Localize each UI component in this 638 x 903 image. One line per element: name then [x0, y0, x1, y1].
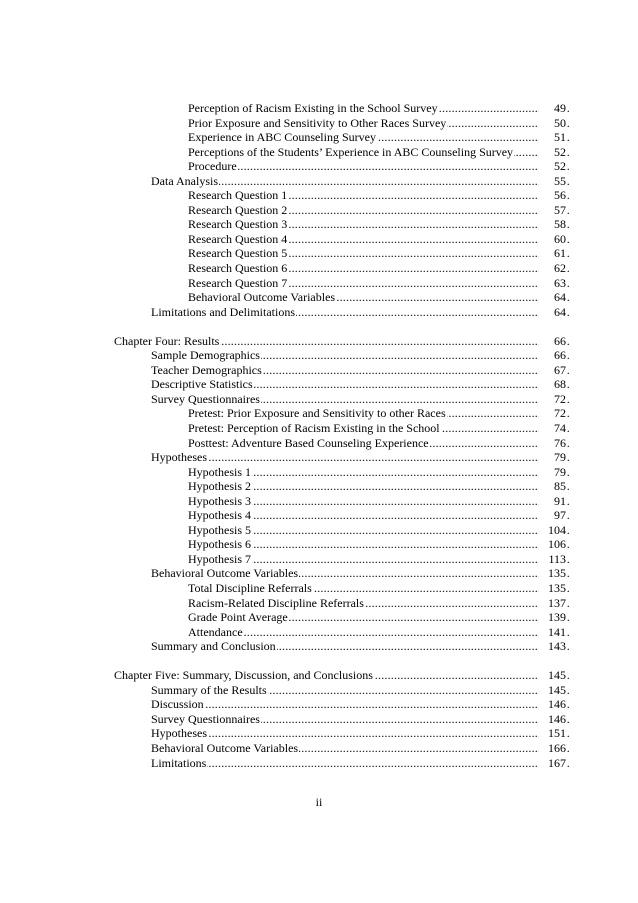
toc-entry	[0, 566, 638, 581]
toc-chapter-entry	[0, 668, 638, 683]
toc-entry-title: Hypothesis 4	[188, 508, 251, 523]
toc-entry-title: Pretest: Prior Exposure and Sensitivity to other Races	[188, 406, 446, 421]
toc-entry-title: Summary and Conclusion	[151, 639, 276, 654]
toc-entry-title: Hypotheses	[151, 450, 207, 465]
toc-entry-title: Chapter Four: Results	[114, 333, 220, 348]
toc-entry-title: Hypothesis 3	[188, 493, 251, 508]
toc-entry-title: Survey Questionnaires	[151, 711, 260, 726]
toc-entry-title: Research Question 3	[188, 217, 288, 232]
toc-entry	[0, 625, 638, 640]
toc-entry	[0, 145, 638, 160]
toc-entry	[0, 494, 638, 509]
toc-entry-title: Research Question 4	[188, 231, 288, 246]
toc-entry	[0, 217, 638, 232]
toc-entry-title: Experience in ABC Counseling Survey	[188, 130, 376, 145]
toc-entry-title: Limitations and Delimitations	[151, 304, 295, 319]
toc-entry-title: Descriptive Statistics	[151, 377, 253, 392]
toc-entry-title: Behavioral Outcome Variables	[188, 290, 336, 305]
toc-entry-title: Total Discipline Referrals	[188, 581, 312, 595]
toc-entry-page: 91	[539, 494, 566, 509]
toc-entry	[0, 726, 638, 741]
toc-entry	[0, 465, 638, 480]
toc-entry-title: Perception of Racism Existing in the School Survey	[188, 101, 438, 115]
dot-leader	[151, 726, 570, 741]
toc-entry-title: Research Question 2	[188, 202, 288, 217]
toc-entry-page: 104	[539, 523, 566, 538]
toc-entry-title: Chapter Five: Summary, Discussion, and Conclusions	[114, 668, 373, 683]
toc-entry	[0, 421, 638, 436]
toc-entry-title: Racism-Related Discipline Referrals	[188, 595, 364, 610]
toc-entry-page: 106	[539, 537, 566, 552]
toc-entry	[0, 697, 638, 712]
toc-entry-page: 62	[539, 261, 566, 276]
toc-entry-title: Behavioral Outcome Variables	[151, 566, 299, 581]
toc-entry-page: 79	[539, 450, 566, 465]
toc-entry-page: 51	[539, 130, 566, 145]
toc-entry	[0, 305, 638, 320]
toc-entry-title: Grade Point Average	[188, 610, 288, 625]
dot-leader	[151, 697, 570, 712]
toc-entry	[0, 363, 638, 378]
toc-entry	[0, 261, 638, 276]
toc-entry-title: Behavioral Outcome Variables	[151, 740, 299, 755]
toc-entry-page: 145	[539, 668, 566, 683]
toc-entry-title: Perceptions of the Students’ Experience in ABC Counseling Survey	[188, 144, 514, 159]
toc-entry-page: 61	[539, 246, 566, 261]
toc-entry	[0, 159, 638, 174]
table-of-contents	[0, 101, 638, 770]
toc-entry	[0, 174, 638, 189]
toc-entry-title: Attendance	[188, 624, 243, 639]
toc-entry-page: 67	[539, 363, 566, 378]
toc-entry-page: 49	[539, 101, 566, 116]
toc-entry-title: Limitations	[151, 755, 207, 770]
toc-entry	[0, 508, 638, 523]
toc-entry-page: 141	[539, 625, 566, 640]
toc-entry-title: Research Question 5	[188, 246, 288, 261]
toc-entry-title: Hypotheses	[151, 726, 207, 741]
toc-entry-title: Sample Demographics	[151, 348, 260, 363]
toc-entry-page: 64	[539, 305, 566, 320]
toc-entry	[0, 232, 638, 247]
toc-entry-title: Survey Questionnaires	[151, 391, 260, 406]
toc-entry-page: 79	[539, 465, 566, 480]
toc-entry	[0, 377, 638, 392]
toc-entry-title: Pretest: Perception of Racism Existing in the School	[188, 420, 440, 435]
toc-entry	[0, 290, 638, 305]
toc-entry-page: 52	[539, 159, 566, 174]
toc-entry	[0, 537, 638, 552]
toc-entry-page: 146	[539, 712, 566, 727]
toc-entry-page: 113	[539, 552, 566, 567]
toc-entry-title: Prior Exposure and Sensitivity to Other Races Survey	[188, 115, 447, 130]
toc-entry	[0, 479, 638, 494]
toc-entry	[0, 203, 638, 218]
toc-entry	[0, 116, 638, 131]
toc-entry-title: Hypothesis 1	[188, 464, 251, 479]
toc-chapter-entry	[0, 334, 638, 349]
toc-entry	[0, 188, 638, 203]
toc-entry-page: 145	[539, 683, 566, 698]
toc-entry-page: 143	[539, 639, 566, 654]
toc-entry-page: 58	[539, 217, 566, 232]
toc-entry-page: 56	[539, 188, 566, 203]
toc-entry	[0, 552, 638, 567]
toc-entry-page: 50	[539, 116, 566, 131]
toc-entry-title: Hypothesis 2	[188, 479, 251, 494]
toc-entry-title: Teacher Demographics	[151, 362, 262, 377]
toc-entry	[0, 610, 638, 625]
toc-entry	[0, 639, 638, 654]
toc-entry-title: Hypothesis 6	[188, 537, 251, 552]
dot-leader	[151, 450, 570, 465]
toc-entry-page: 57	[539, 203, 566, 218]
dot-leader	[151, 756, 570, 771]
toc-entry-page: 72	[539, 406, 566, 421]
toc-entry	[0, 246, 638, 261]
toc-entry-title: Procedure	[188, 159, 237, 174]
toc-entry	[0, 450, 638, 465]
dot-leader	[188, 625, 570, 640]
toc-entry-page: 146	[539, 697, 566, 712]
toc-entry-page: 66	[539, 348, 566, 363]
toc-entry	[0, 276, 638, 291]
toc-entry-title: Research Question 1	[188, 188, 288, 203]
toc-entry	[0, 712, 638, 727]
toc-entry-page: 52	[539, 145, 566, 160]
toc-entry	[0, 523, 638, 538]
toc-entry	[0, 392, 638, 407]
toc-entry-page: 74	[539, 421, 566, 436]
toc-entry	[0, 581, 638, 596]
toc-entry-page: 68	[539, 377, 566, 392]
toc-entry-title: Posttest: Adventure Based Counseling Experience	[188, 435, 429, 450]
toc-entry	[0, 741, 638, 756]
toc-entry-page: 166	[539, 741, 566, 756]
toc-entry-title: Data Analysis	[151, 173, 218, 188]
toc-entry-page: 139	[539, 610, 566, 625]
toc-entry-page: 167	[539, 756, 566, 771]
toc-entry-page: 72	[539, 392, 566, 407]
toc-entry-page: 55	[539, 174, 566, 189]
toc-entry-title: Summary of the Results	[151, 682, 267, 697]
toc-entry	[0, 436, 638, 451]
toc-entry-page: 76	[539, 436, 566, 451]
toc-entry-title: Hypothesis 7	[188, 551, 251, 566]
toc-entry-page: 63	[539, 276, 566, 291]
toc-entry-page: 66	[539, 334, 566, 349]
toc-entry	[0, 101, 638, 116]
toc-entry-page: 137	[539, 596, 566, 611]
page-number: ii	[315, 795, 323, 809]
toc-entry-page: 151	[539, 726, 566, 741]
toc-entry-title: Research Question 7	[188, 275, 288, 290]
toc-entry	[0, 683, 638, 698]
toc-entry-title: Hypothesis 5	[188, 522, 251, 537]
toc-entry-page: 60	[539, 232, 566, 247]
toc-entry-page: 85	[539, 479, 566, 494]
toc-entry-title: Research Question 6	[188, 261, 288, 276]
toc-entry-page: 64	[539, 290, 566, 305]
toc-entry	[0, 130, 638, 145]
toc-entry-page: 135	[539, 566, 566, 581]
toc-entry	[0, 596, 638, 611]
toc-entry-title: Discussion	[151, 697, 204, 712]
toc-entry-page: 97	[539, 508, 566, 523]
toc-entry	[0, 406, 638, 421]
toc-entry	[0, 756, 638, 771]
dot-leader	[188, 159, 570, 174]
toc-entry-page: 135	[539, 581, 566, 596]
toc-entry	[0, 348, 638, 363]
